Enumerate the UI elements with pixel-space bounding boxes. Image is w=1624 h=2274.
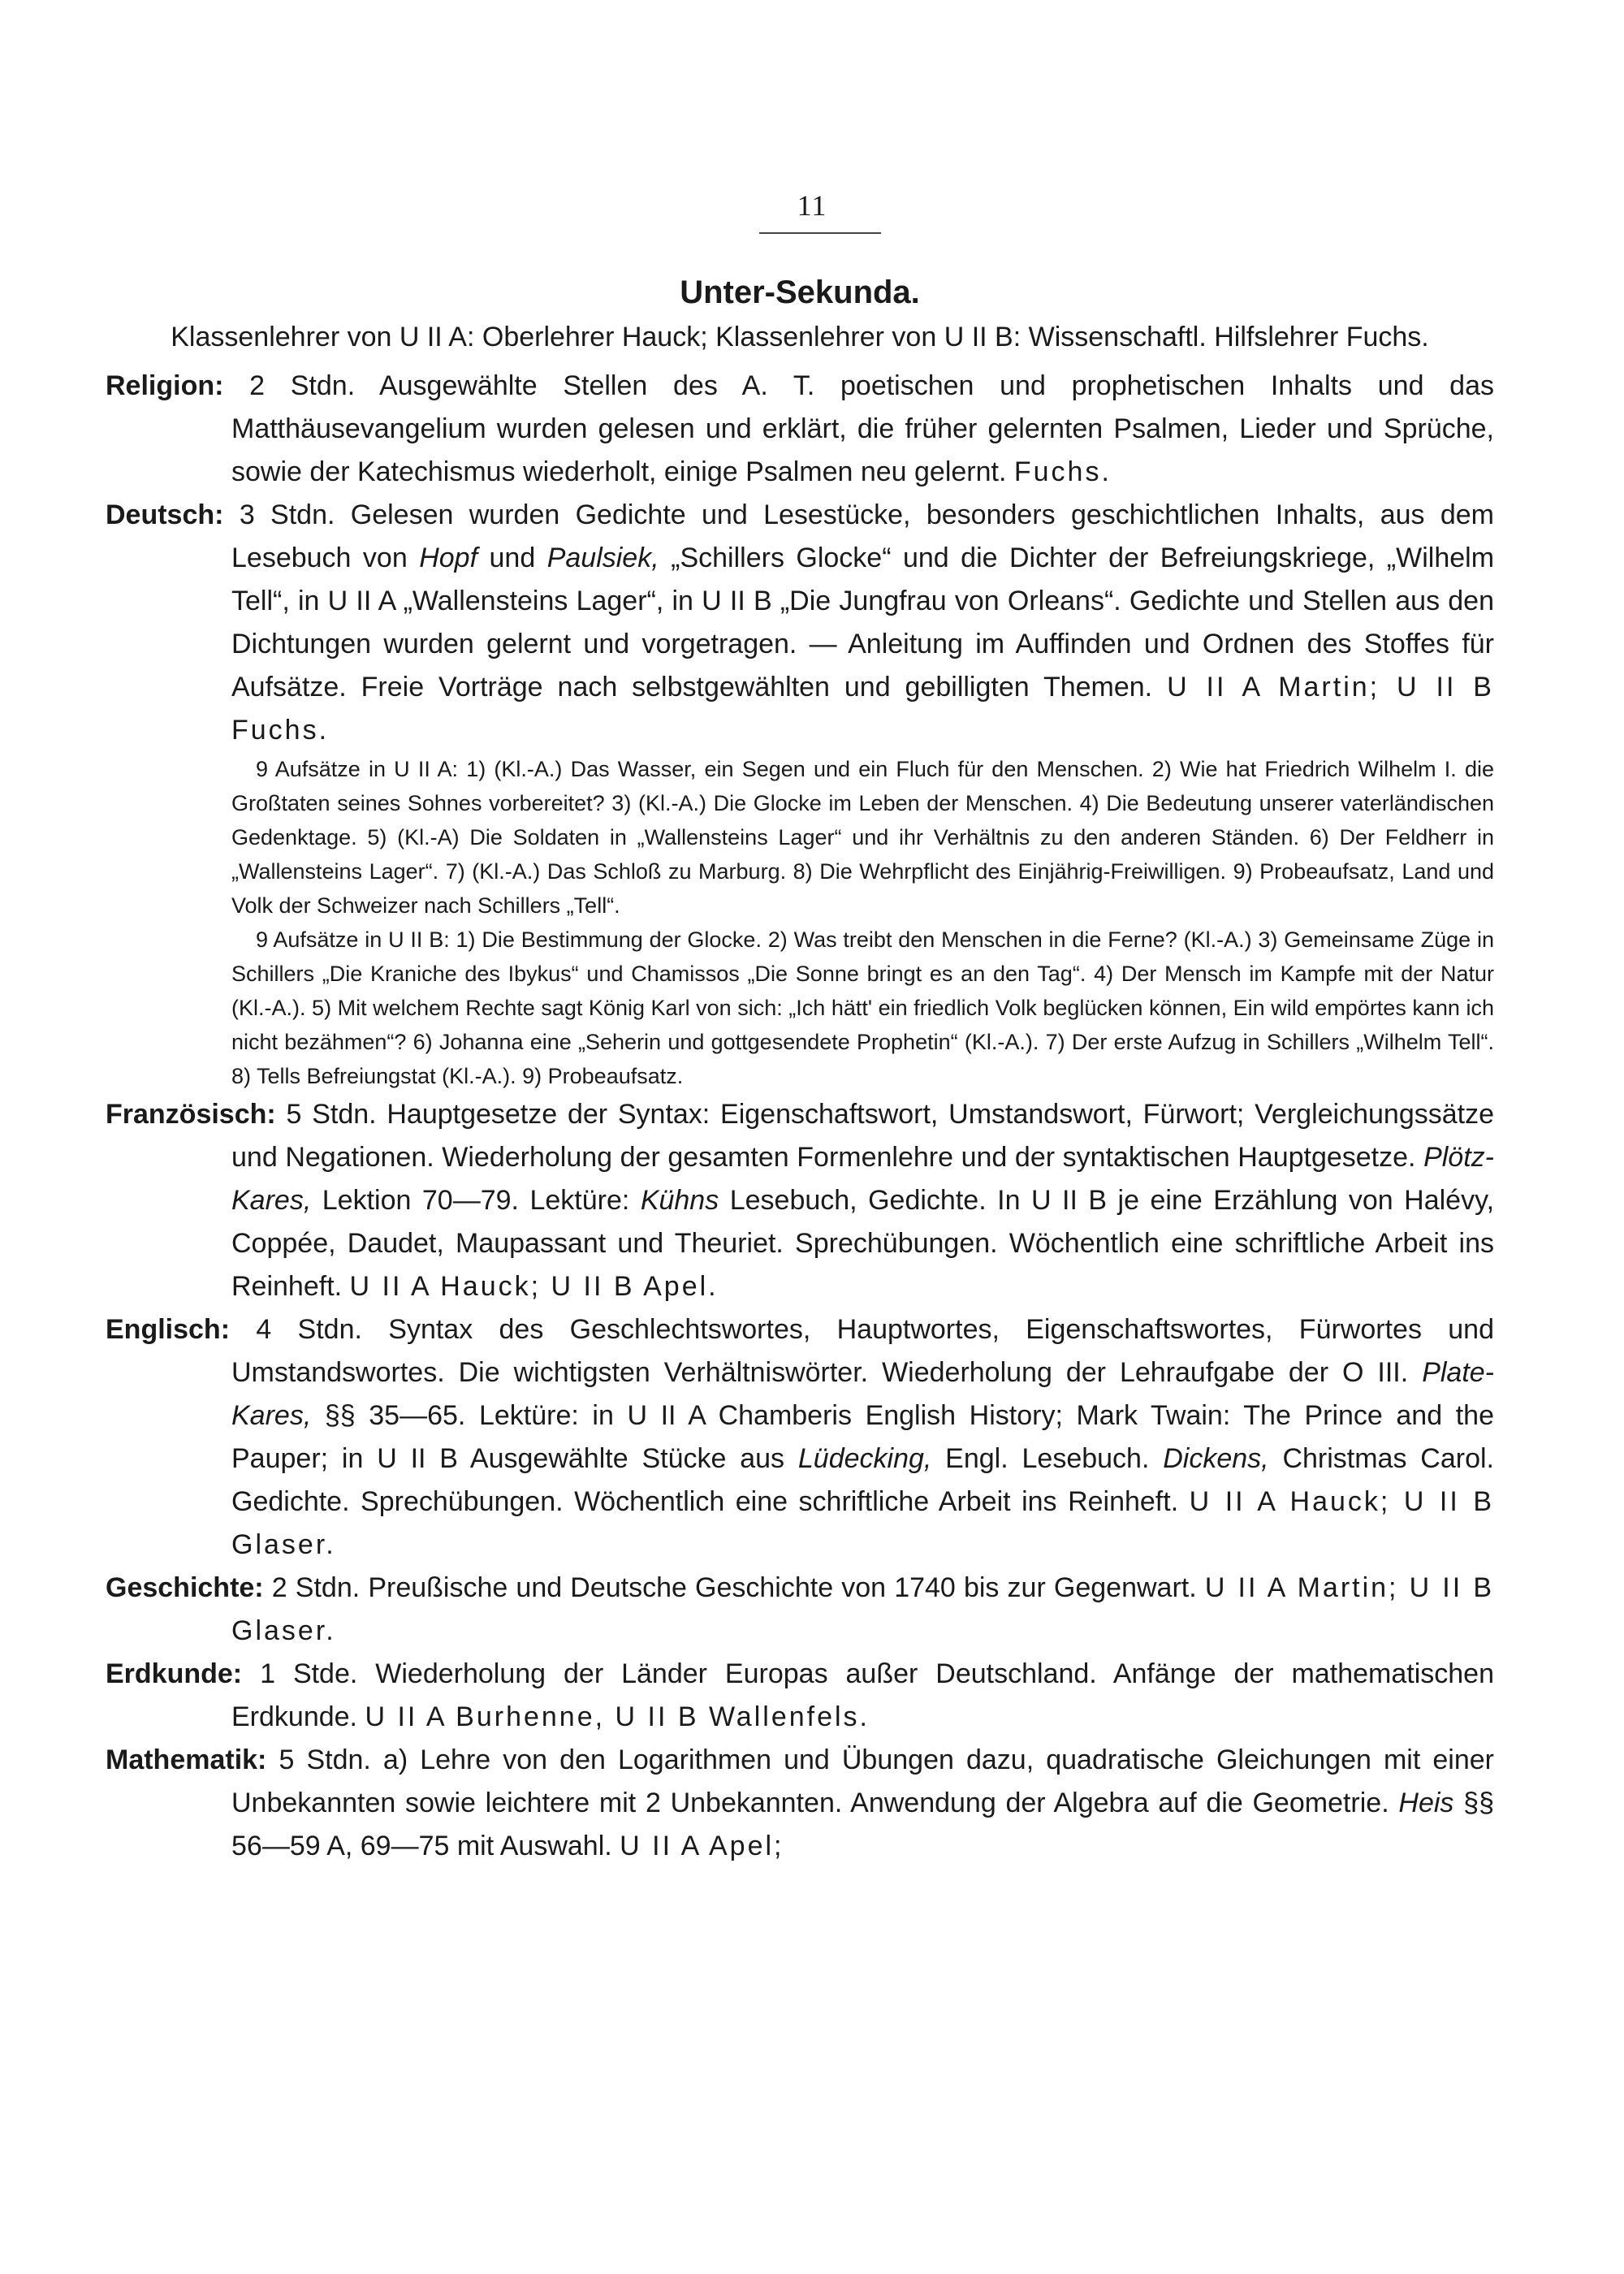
englisch-author-1: Plate-Kares, [231, 1357, 1495, 1431]
essays-u2a: 9 Aufsätze in U II A: 1) (Kl.-A.) Das Wasser, ein Segen und ein Fluch für den Menschen. 2) Wie hat Friedrich Wilhelm I. die Großtaten seines Sohnes vorbereitet? 3) (Kl.-A.) Die Glocke im Leben der Menschen. 4) Die Bedeutung unserer vaterländischen Gedenktage. 5) (Kl.-A) Die Soldaten in „Wallensteins Lager“ und ihr Verhältnis zu den anderen Ständen. 6) Der Feldherr in „Wallensteins Lager“. 7) (Kl.-A.) Das Schloß zu Marburg. 8) Die Wehrpflicht des Einjährig-Freiwilligen. 9) Probeaufsatz, Land und Volk der Schweizer nach Schillers „Tell“. [231, 757, 1494, 918]
subject-deutsch [106, 494, 1494, 752]
franzoesisch-author-1: Plötz-Kares, [231, 1142, 1494, 1216]
deutsch-author-1: Hopf [419, 543, 478, 573]
geschichte-text: 2 Stdn. Preußische und Deutsche Geschichte von 1740 bis zur Gegenwart. [271, 1572, 1197, 1603]
erdkunde-teacher: U II A Burhenne, U II B Wallenfels. [365, 1701, 870, 1732]
subject-religion [106, 365, 1494, 494]
franzoesisch-text-3: Lesebuch, Gedichte. In U II B je eine Erzählung von Halévy, Coppée, Daudet, Maupassant und Theuriet. Sprechübungen. Wöchentlich eine schriftliche Arbeit ins Reinheft. [231, 1185, 1495, 1302]
subject-label-erdkunde: Erdkunde: [106, 1658, 243, 1689]
section-heading: Unter-Sekunda. [680, 275, 920, 310]
englisch-teacher: U II A Hauck; U II B Glaser. [231, 1486, 1494, 1560]
page-content [106, 268, 1494, 1868]
subject-label-geschichte: Geschichte: [106, 1572, 264, 1603]
deutsch-teacher: U II A Martin; U II B Fuchs. [231, 672, 1494, 746]
mathematik-author-1: Heis [1398, 1788, 1454, 1818]
subject-label-englisch: Englisch: [106, 1314, 231, 1345]
page-number-rule [759, 232, 881, 234]
class-teachers: Klassenlehrer von U II A: Oberlehrer Hauck; Klassenlehrer von U II B: Wissenschaftl. Hilfslehrer Fuchs. [171, 322, 1429, 352]
englisch-author-2: Lüdecking, [797, 1443, 932, 1474]
subject-erdkunde [106, 1653, 1494, 1739]
subject-label-religion: Religion: [106, 370, 224, 401]
franzoesisch-text-1: 5 Stdn. Hauptgesetze der Syntax: Eigenschaftswort, Umstandswort, Fürwort; Vergleichungssätze und Negationen. Wiederholung der gesamten Formenlehre und der syntaktischen Hauptgesetze. [231, 1099, 1494, 1173]
essays-u2b: 9 Aufsätze in U II B: 1) Die Bestimmung der Glocke. 2) Was treibt den Menschen in die Ferne? (Kl.-A.) 3) Gemeinsame Züge in Schillers „Die Kraniche des Ibykus“ und Chamissos „Die Sonne bringt es an den Tag“. 4) Der Mensch im Kampfe mit der Natur (Kl.-A.). 5) Mit welchem Rechte sagt König Karl von sich: „Ich hätt' ein friedlich Volk beglücken können, Ein wild empörtes kann ich nicht bezähmen“? 6) Johanna eine „Seherin und gottgesendete Prophetin“ (Kl.-A.). 7) Der erste Aufzug in Schillers „Wilhelm Tell“. 8) Tells Befreiungstat (Kl.-A.). 9) Probeaufsatz. [231, 927, 1494, 1088]
englisch-text-1: 4 Stdn. Syntax des Geschlechtswortes, Hauptwortes, Eigenschaftswortes, Fürwortes und Umstandswortes. Die wichtigsten Verhältniswörter. Wiederholung der Lehraufgabe der O III. [231, 1314, 1494, 1388]
englisch-text-3: Engl. Lesebuch. [945, 1443, 1150, 1474]
subject-label-franzoesisch: Französisch: [106, 1099, 276, 1130]
mathematik-text-2: §§ 56—59 A, 69—75 mit Auswahl. [231, 1788, 1494, 1861]
franzoesisch-text-2: Lektion 70—79. Lektüre: [322, 1185, 630, 1216]
franzoesisch-teacher: U II A Hauck; U II B Apel. [349, 1271, 719, 1302]
religion-text: 2 Stdn. Ausgewählte Stellen des A. T. poetischen und prophetischen Inhalts und das Matthäusevangelium wurden gelesen und erklärt, die früher gelernten Psalmen, Lieder und Sprüche, sowie der Katechismus wiederholt, einige Psalmen neu gelernt. [231, 370, 1494, 487]
subject-geschichte [106, 1567, 1494, 1653]
deutsch-text-2: und [489, 543, 536, 573]
subject-franzoesisch [106, 1093, 1494, 1308]
franzoesisch-author-2: Kühns [640, 1185, 719, 1216]
mathematik-teacher: U II A Apel; [620, 1831, 784, 1861]
subject-label-deutsch: Deutsch: [106, 499, 224, 530]
geschichte-teacher: U II A Martin; U II B Glaser. [231, 1572, 1495, 1646]
subject-englisch [106, 1308, 1494, 1567]
erdkunde-text: 1 Stde. Wiederholung der Länder Europas außer Deutschland. Anfänge der mathematischen Erdkunde. [231, 1658, 1494, 1732]
deutsch-text-3: „Schillers Glocke“ und die Dichter der Befreiungskriege, „Wilhelm Tell“, in U II A „Wallensteins Lager“, in U II B „Die Jungfrau von Orleans“. Gedichte und Stellen aus den Dichtungen wurden gelernt und vorgetragen. — Anleitung im Auffinden und Ordnen des Stoffes für Aufsätze. Freie Vorträge nach selbstgewählten und gebilligten Themen. [231, 543, 1495, 703]
subject-label-mathematik: Mathematik: [106, 1744, 267, 1775]
page-number: 11 [797, 189, 827, 222]
englisch-text-2: §§ 35—65. Lektüre: in U II A Chamberis English History; Mark Twain: The Prince and the Pauper; in U II B Ausgewählte Stücke aus [231, 1400, 1494, 1474]
subject-mathematik [106, 1739, 1494, 1868]
deutsch-text-1: 3 Stdn. Gelesen wurden Gedichte und Lesestücke, besonders geschichtlichen Inhalts, aus dem Lesebuch von [231, 499, 1494, 573]
deutsch-author-2: Paulsiek, [546, 543, 659, 573]
mathematik-text-1: 5 Stdn. a) Lehre von den Logarithmen und Übungen dazu, quadratische Gleichungen mit einer Unbekannten sowie leichtere mit 2 Unbekannten. Anwendung der Algebra auf die Geometrie. [231, 1744, 1494, 1818]
englisch-author-3: Dickens, [1163, 1443, 1269, 1474]
englisch-text-4: Christmas Carol. Gedichte. Sprechübungen. Wöchentlich eine schriftliche Arbeit ins Reinheft. [231, 1443, 1494, 1517]
religion-teacher: Fuchs. [1013, 456, 1112, 487]
